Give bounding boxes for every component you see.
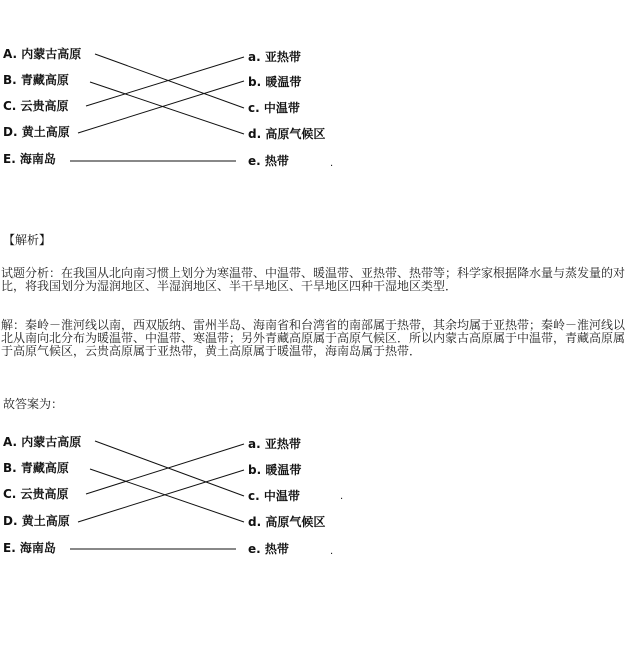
analysis-header: 【解析】 xyxy=(3,233,52,247)
answer-matching-diagram xyxy=(0,430,630,580)
answer-line-C-a xyxy=(86,444,244,494)
line-B-d xyxy=(90,82,244,134)
trailing-dot: . xyxy=(330,158,334,169)
line-A-c xyxy=(95,54,244,108)
answer-trailing-dot-c: . xyxy=(340,491,344,502)
left-item-d: D. 黄土高原 xyxy=(3,125,70,139)
answer-right-item-d: d. 高原气候区 xyxy=(248,515,326,529)
answer-intro: 故答案为： xyxy=(3,397,64,411)
left-item-b: B. 青藏高原 xyxy=(3,73,69,87)
right-item-e: e. 热带 xyxy=(248,154,289,168)
answer-left-item-e: E. 海南岛 xyxy=(3,541,56,555)
answer-right-item-c: c. 中温带 xyxy=(248,489,300,503)
analysis-paragraph-1: 试题分析：在我国从北向南习惯上划分为寒温带、中温带、暖温带、亚热带、热带等；科学家根据降水量与蒸发量的对比，将我国划分为湿润地区、半湿润地区、半干旱地区、干旱地区四种干湿地区类型． xyxy=(1,266,626,293)
left-item-a: A. 内蒙古高原 xyxy=(3,47,82,61)
left-item-e: E. 海南岛 xyxy=(3,152,56,166)
question-connector-lines xyxy=(0,42,630,192)
answer-left-item-d: D. 黄土高原 xyxy=(3,514,70,528)
answer-left-item-b: B. 青藏高原 xyxy=(3,461,69,475)
line-C-a xyxy=(86,57,244,106)
right-item-a: a. 亚热带 xyxy=(248,50,301,64)
answer-right-item-e: e. 热带 xyxy=(248,542,289,556)
answer-left-item-c: C. 云贵高原 xyxy=(3,487,69,501)
answer-right-item-b: b. 暖温带 xyxy=(248,463,302,477)
answer-right-item-a: a. 亚热带 xyxy=(248,437,301,451)
answer-left-item-a: A. 内蒙古高原 xyxy=(3,435,82,449)
analysis-paragraph-2: 解：秦岭－淮河线以南，西双版纳、雷州半岛、海南省和台湾省的南部属于热带，其余均属于亚热带；秦岭－淮河线以北从南向北分布为暖温带、中温带、寒温带；另外青藏高原属于高原气候区．所以内蒙古高原属于中温带，青藏高原属于高原气候区，云贵高原属于亚热带，黄土高原属于暖温带，海南岛属于热带． xyxy=(1,318,626,358)
answer-line-D-b xyxy=(78,470,244,522)
answer-connector-lines xyxy=(0,430,630,580)
answer-line-A-c xyxy=(95,441,244,496)
right-item-b: b. 暖温带 xyxy=(248,75,302,89)
answer-trailing-dot-e: . xyxy=(330,546,334,557)
left-item-c: C. 云贵高原 xyxy=(3,99,69,113)
question-matching-diagram xyxy=(0,42,630,192)
right-item-d: d. 高原气候区 xyxy=(248,127,326,141)
right-item-c: c. 中温带 xyxy=(248,101,300,115)
